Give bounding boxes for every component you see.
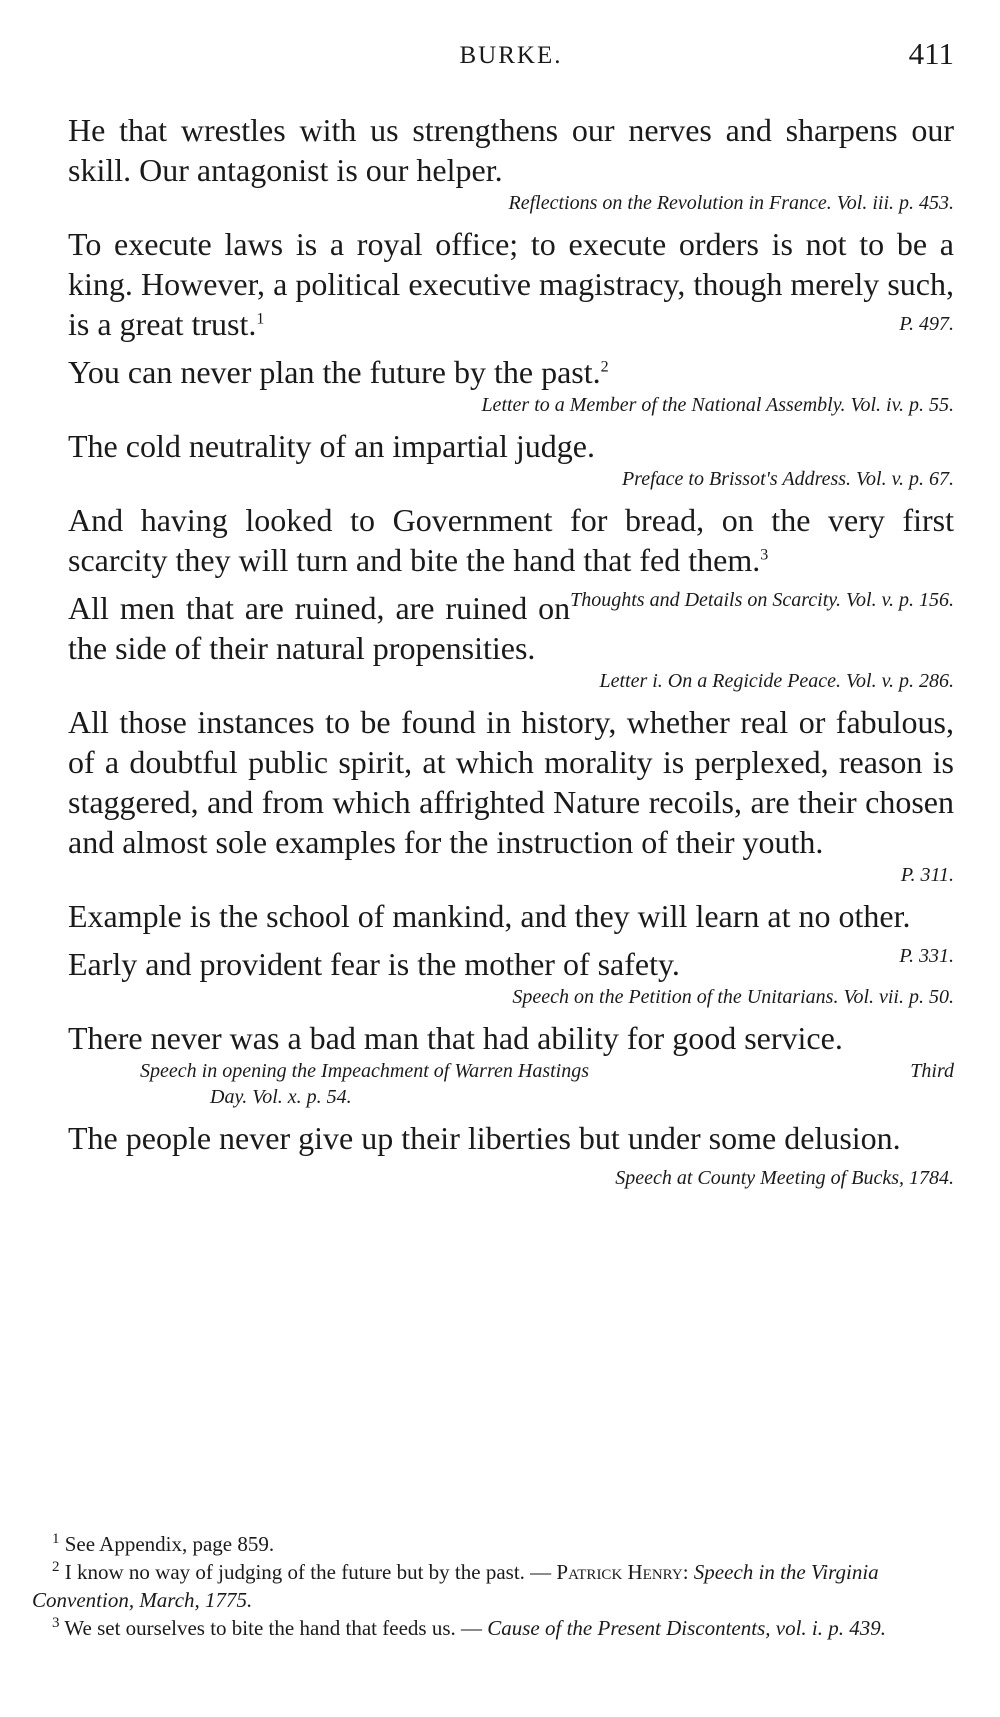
quote-text: The cold neutrality of an impartial judge. — [68, 428, 595, 464]
quote-block — [68, 702, 954, 888]
footnote-work: Speech in the Virginia Convention, March, 1775. — [32, 1560, 879, 1612]
footnote-separator: : — [682, 1560, 689, 1584]
quotation-list — [68, 110, 954, 1198]
quote-text — [68, 352, 954, 392]
quote-block — [68, 1018, 954, 1110]
quote-text: He that wrestles with us strengthens our nerves and sharpens our skill. Our antagonist is our helper. — [68, 112, 954, 188]
footnote-text: I know no way of judging of the future but by the past. — — [64, 1560, 552, 1584]
page-number: 411 — [908, 36, 954, 71]
footnote-work: Cause of the Present Discontents, vol. i. p. 439. — [487, 1616, 887, 1640]
quote-text: All those instances to be found in history, whether real or fabulous, of a doubtful public spirit, at which morality is perplexed, reason is staggered, and from which affrighted Nature recoils, are their chosen and almost sole examples for the instruction of their youth. — [68, 704, 954, 860]
page-header — [68, 36, 954, 76]
footnote-marker: 1 — [256, 310, 265, 328]
quote-body: You can never plan the future by the past. — [68, 354, 601, 390]
footnote-number: 2 — [52, 1559, 60, 1575]
quote-source: Speech at County Meeting of Bucks, 1784. — [615, 1167, 954, 1189]
footnote-number: 1 — [52, 1531, 60, 1547]
quote-body: The people never give up their liberties but under some delusion. — [68, 1120, 901, 1156]
quote-text: There never was a bad man that had ability for good service. — [68, 1020, 843, 1056]
quote-block — [68, 224, 954, 344]
footnote-number: 3 — [52, 1615, 60, 1631]
quote-block — [68, 1118, 954, 1189]
footnote — [32, 1558, 954, 1614]
quote-source: Speech on the Petition of the Unitarians. Vol. vii. p. 50. — [512, 986, 954, 1008]
quote-body: And having looked to Government for bread, on the very first scarcity they will turn and bite the hand that fed them. — [68, 502, 954, 578]
quote-source: Letter to a Member of the National Assembly. Vol. iv. p. 55. — [481, 394, 954, 416]
quote-text — [68, 1118, 954, 1189]
footnote-text: See Appendix, page 859. — [64, 1532, 275, 1556]
quote-block — [68, 426, 954, 492]
quote-text: All men that are ruined, are ruined on the side of their natural propensities. — [68, 590, 571, 666]
quote-block — [68, 500, 954, 611]
footnotes — [32, 1530, 954, 1642]
quote-source — [140, 1058, 954, 1110]
source-line: Day. Vol. x. p. 54. — [210, 1086, 352, 1108]
quote-block — [68, 944, 954, 1010]
quote-source: Reflections on the Revolution in France. Vol. iii. p. 453. — [508, 192, 954, 214]
quote-source: Letter i. On a Regicide Peace. Vol. v. p. 286. — [599, 670, 954, 692]
quote-source: Thoughts and Details on Scarcity. Vol. v. p. 156. — [570, 589, 954, 611]
quote-text — [68, 500, 954, 611]
quote-source: P. 331. — [899, 945, 954, 967]
footnote-text: We set ourselves to bite the hand that feeds us. — — [64, 1616, 482, 1640]
quote-text — [68, 224, 954, 344]
quote-text: Early and provident fear is the mother of safety. — [68, 946, 680, 982]
quote-source: P. 311. — [900, 864, 954, 886]
source-line-end: Third — [910, 1060, 954, 1082]
footnote-marker: 3 — [760, 546, 769, 564]
footnote — [32, 1614, 954, 1642]
quote-block — [68, 110, 954, 216]
footnote — [32, 1530, 954, 1558]
footnote-marker: 2 — [600, 358, 609, 376]
quote-body: Example is the school of mankind, and they will learn at no other. — [68, 898, 911, 934]
source-line: Speech in opening the Impeachment of Warren Hastings — [140, 1060, 589, 1082]
quote-source: P. 497. — [899, 313, 954, 335]
footnote-author: Patrick Henry — [556, 1560, 683, 1584]
running-head: BURKE. — [459, 42, 563, 69]
quote-body: To execute laws is a royal office; to execute orders is not to be a king. However, a political executive magistracy, though merely such, is a great trust. — [68, 226, 954, 342]
quote-source: Preface to Brissot's Address. Vol. v. p. 67. — [621, 468, 954, 490]
quote-block — [68, 352, 954, 418]
